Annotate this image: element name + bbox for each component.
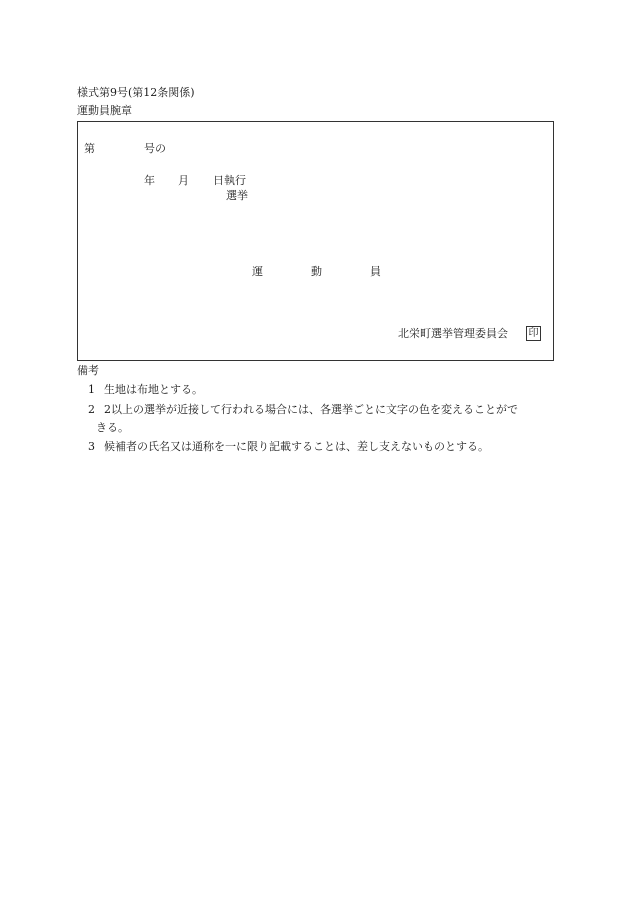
note-number: 1: [88, 383, 95, 396]
note-number: 2: [88, 403, 95, 416]
number-suffix-label: 号の: [144, 142, 166, 155]
note-item: [88, 440, 489, 454]
note-text: 生地は布地とする。: [104, 383, 203, 396]
month-label: 月: [178, 174, 189, 187]
election-label: 選挙: [226, 189, 248, 202]
armband-frame: [77, 121, 554, 361]
role-char-2: 動: [311, 265, 322, 278]
notes-title: 備考: [77, 364, 99, 377]
note-item: [88, 403, 518, 417]
note-number: 3: [88, 440, 95, 453]
note-text: 2以上の選挙が近接して行われる場合には、各選挙ごとに文字の色を変えることがで: [104, 403, 518, 416]
note-item: [88, 383, 203, 397]
role-char-1: 運: [252, 265, 263, 278]
note-text: 候補者の氏名又は通称を一に限り記載することは、差し支えないものとする。: [104, 440, 489, 453]
form-heading: 様式第9号(第12条関係): [77, 86, 195, 99]
issuer-name: 北栄町選挙管理委員会: [398, 327, 508, 340]
number-prefix-label: 第: [84, 142, 95, 155]
day-execution-label: 日執行: [213, 174, 246, 187]
form-title: 運動員腕章: [77, 104, 132, 117]
role-char-3: 員: [370, 265, 381, 278]
note-text-continuation: きる。: [96, 421, 129, 434]
year-label: 年: [144, 174, 155, 187]
role-title: [252, 265, 381, 279]
seal-stamp: 印: [526, 326, 541, 341]
